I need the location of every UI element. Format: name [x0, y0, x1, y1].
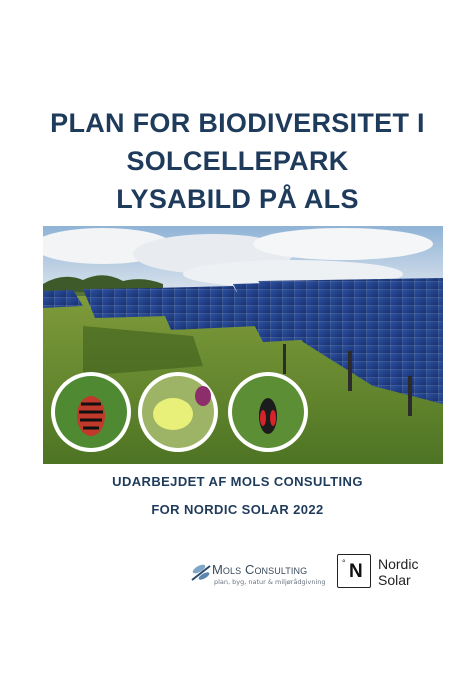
prepared-by-line: UDARBEJDET AF MOLS CONSULTING: [112, 474, 363, 489]
nordic-solar-mark: [337, 554, 371, 588]
cloud: [253, 228, 433, 260]
solar-word: Solar: [378, 572, 411, 588]
title-line-2: SOLCELLEPARK: [126, 146, 349, 176]
dragonfly-icon: [190, 562, 212, 584]
prepared-for-line: FOR NORDIC SOLAR 2022: [151, 502, 324, 517]
solar-park-photo: [43, 226, 443, 464]
n-letter: N: [349, 561, 363, 582]
moth-inset: [228, 372, 308, 452]
cover-title: [0, 104, 475, 218]
title-line-1: PLAN FOR BIODIVERSITET I: [50, 108, 425, 138]
shield-bug-inset: [51, 372, 131, 452]
butterfly-inset: [138, 372, 218, 452]
title-line-3: LYSABILD PÅ ALS: [116, 184, 359, 214]
degree-mark: °: [342, 558, 346, 568]
mols-name: Mols Consulting: [212, 562, 308, 577]
nordic-word: Nordic: [378, 556, 419, 572]
nordic-solar-logo: [337, 554, 437, 594]
mols-tagline: plan, byg, natur & miljørådgivning: [214, 578, 326, 586]
mols-consulting-logo: [190, 558, 330, 590]
